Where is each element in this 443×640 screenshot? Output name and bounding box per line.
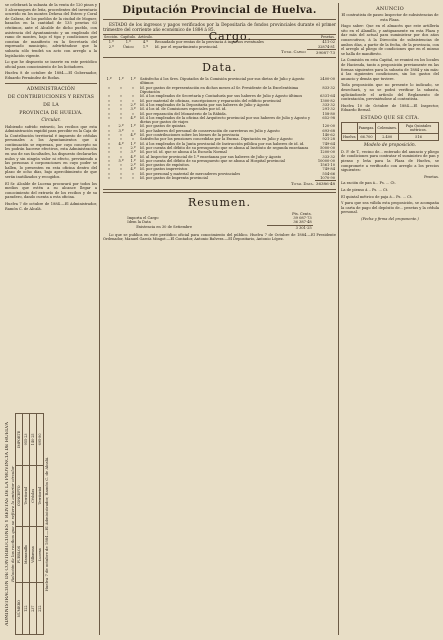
cargo-table [103, 30, 336, 55]
resumen-header: Pts. Cents. [292, 211, 312, 216]
anuncio-signature: Huelva 10 de Octubre de 1884.—El Inspector, Eduardo Bernal. [341, 103, 439, 113]
resumen-table [126, 212, 312, 230]
signature-administrator: Huelva 7 de octubre de 1884.—El Administrador, Ramón C. de Alcalá. [5, 202, 97, 211]
divider [5, 83, 97, 84]
anuncio-text-2: La Comisión en esta Capital, se reunirá en los locales de Hacienda, tanto a proposición previamente en las formas siguientes para la subasta de 1884 y sin más: á las siguientes condiciones, sin los gastos del anuncio y demás que tuviere. [341, 58, 439, 81]
anuncio-title: ANUNCIO [376, 6, 404, 12]
anuncio-text: Hago saber: Que en el almacén que este artillería sito en el Alamillo, y antiguamente en esta Plaza y dar más del actual para suministrar por dos años consecutivos, á la Dirección de subsistencias de ambos días, a partir de la fecha, de la provincia, con el arreglo al pliego de condiciones que en el mismo se halla de manifiesto. [341, 24, 439, 56]
column-rule-left [99, 3, 100, 635]
intro-paragraph-2: Lo que he dispuesto se inserte en este periódico oficial para conocimiento de los licitadores. [5, 60, 97, 69]
page-title: Diputación Provincial de Huelva. [122, 5, 317, 16]
table-row: 1.º 1.º 1.º Satisfecho á los Sres. Diputados de la Comisión provincial por sus dietas de Julio y Agosto últimos 2400·00 [106, 77, 335, 86]
admin-province: PROVINCIA DE HUELVA. [19, 110, 83, 116]
anuncio-intro: El contratista de paseo Inspector de subsistencias de esta Plaza. [341, 13, 439, 22]
cargo-total-value: 39087·73 [307, 49, 336, 55]
col-header-article: Artículo. [138, 35, 153, 39]
footer-text: Lo que se publica en este periódico oficial para conocimiento del público. Huelva 7 de Octubre de 1884.—El Presidente Ordenador, Manuel García Mingot.—El Contador, Antonio Balvera.—El Depositario, Antonio López. [103, 232, 336, 242]
admin-title: ADMINISTRACIÓN [26, 86, 76, 92]
left-column [5, 3, 97, 637]
table-row: » » 4.º Id. al Inspector provincial de 1.ª enseñanza por sus haberes de Julio y Agosto 333·32 [107, 154, 335, 159]
table-row: » » 2.º Id. por gastos de expósitos. 1561·10 [107, 163, 335, 168]
table-row: » » » Id. por reparación del Monasterio de la Rábida. 158·80 [107, 111, 335, 116]
data-total-value: 36386·48 [315, 181, 335, 187]
table-row: » » 3.º Id. á los id. de Comisiones especiales por id. id. 291·32 [107, 107, 335, 112]
admin-subtitle: DE CONTRIBUCIONES Y RENTAS [7, 94, 95, 100]
table-row: » 2.º 1.º Id. por gastos de quintas. 120·00 [107, 124, 335, 129]
column-rule-right [338, 3, 339, 635]
closing-text: Y para que sea válida esta proposición, se acompaña la carta de pago del depósito de... pesetas y la cédula personal. [341, 201, 439, 215]
table-row: 1.º 1.º 4.º Recaudado por rentas de la provincia á ingresos eventuales 411·02 [108, 40, 335, 45]
table-row: » » » Id. por gastos de representación en dichos meses al Sr. Presidente de la Excelentísima Diputación 833·32 [107, 85, 335, 95]
table-row: » » » Id. por personal y material de mercaderes provinciales 554·66 [107, 171, 335, 176]
cargo-total-label: Total Cargo [281, 49, 306, 55]
table-row: 122 Manzanilla Territorial 955·23 [23, 414, 30, 635]
intro-paragraph: se celebrará la subasta de la venta de 120 pinos y 5 alcornoques de leña, procedentes del inventario ocurrido en los montes Dehesa del Estero y Coral de Cabras, de los pueblos de la ciudad de Moguer, basados en la cantidad de 135 pesetas 63 céntimos, ante el Alcalde de dicho pueblo, con asistencia del Ayuntamiento y un empleado del ramo de montes, bajo el tipo y condiciones que constan de manifiesto en la Secretaría del expresado municipio, advirtiéndose que la subasta sólo tendrá un acto con arreglo a la legislación vigente. [5, 3, 97, 58]
table-row: 2.º Único 1.º Id. por el repartimiento provincial. 32874·81 [108, 44, 335, 49]
rot-header-amount: IMPORTE [16, 414, 23, 466]
existencia-value: 3 301·25 [295, 225, 312, 230]
circular-text: Habiendo sufrido extravío, los recibos que esta Administración expidió para percibir en la Caja de la Contribución territorial é impuesto de cédulas personales a los Ayuntamientos que á continuación se expresan, por cuyo concepto no les podrán hacerse efectivos, esta Administración en uso de sus facultades, ha dispuesto declararlos nulos y sin ningún valor ni efecto, previniendo a las personas ó corporaciones en cuyo poder se hallen, lo presenten en esta oficina dentro del plazo de ocho días, bajo apercibimiento de que serán inutilizados y recogidos. [5, 124, 97, 180]
divider [103, 57, 336, 58]
table-row: » » 4.º Id. por contribuciones sobre los bienes de la provincia 140·62 [107, 133, 335, 138]
table-row: 222 Lucena Territorial 695·80 [37, 414, 44, 635]
existencia-label: Existencia en 30 de Setiembre [136, 225, 193, 229]
rotated-table [15, 413, 44, 635]
anuncio-text-3: Toda proposición que no presente lo indicado, se desechará, y no se podrá verificar la subasta, aplicándosele el artículo del Reglamento de contratación, previniéndose al contratista. [341, 83, 439, 102]
divider [103, 19, 336, 20]
cargo-total-row [103, 49, 336, 55]
estado-table: Fanegas. Celemines. Paja Quintales métricos. Huelva 66.700 2.400 516 [341, 122, 439, 141]
rotated-subtitle: Relación de los recibos que se refiere la anterior circular [10, 466, 16, 582]
table-row: » » » Id. por material de oficinas, suscripciones y reparación del edificio provincial 1300·82 [107, 98, 335, 103]
rotated-note: Huelva 7 de octubre de 1884.—El Administrador, Ramón C. de Alcalá. [44, 456, 50, 592]
right-column [341, 3, 439, 637]
table-row: » » 3.º Id. por id. id. que se abona á la Escuela Normal 1200·00 [107, 150, 335, 155]
list-item: El quintal métrico de paja á... Ps. ... Ct. [341, 194, 413, 199]
closing-sign: (Fecha y firma del proponente.) [361, 217, 419, 221]
col-header-pesetas: Pesetas. [307, 35, 336, 40]
middle-column [103, 3, 336, 637]
table-row: Importa el Cargo 39 087·73 [127, 215, 312, 220]
list-item: La ración de pan á... Ps. ... Ct. [341, 181, 396, 186]
data-table [103, 77, 336, 186]
signature-governor: Huelva 8 de octubre de 1884.—El Gobernador, Eduardo Fernández de Rodas. [5, 71, 97, 80]
table-row: » » » Id. á los empleados de Secretaría y Contaduría por sus haberes de Julio y Agosto últimos 6331·64 [107, 94, 335, 99]
table-row: » 3.º » Id. por haberes del personal de conservación de carreteras en Julio y Agosto 693·68 [107, 128, 335, 133]
admin-de: DE LA [43, 102, 59, 108]
rot-header-town: PUEBLOS [16, 526, 23, 582]
table-row: » » 2.º Id. por cuenta del débito de su presupuesto que se abona al Instituto de segunda enseñanza 5000·00 [107, 145, 335, 150]
col-header-section: Sección. [104, 35, 119, 39]
list-item: La de pienso á... Ps. ... Ct. [341, 188, 389, 193]
rotated-relation [5, 413, 97, 635]
circular-text-2: El Sr. Alcalde de Lucena procurará por todos los medios que estén a su alcance llegar a conocimiento del extravío de los recibos y de su paradero, dando cuenta a esta oficina. [5, 181, 97, 200]
cargo-title: Cargo. [208, 30, 252, 43]
col-header-chapter: Capítulo. [120, 35, 137, 39]
modelo-title: Modelo de proposición. [363, 142, 417, 148]
table-row: » » 4.º Id. por gastos imprevistos 749·84 [107, 167, 335, 172]
data-title: Data. [202, 61, 237, 75]
table-row: » » 4.º Id. á los empleados de la oficina del Arquitecto provincial por sus haberes de Julio y Agosto y dietas por gastos de viajes 652·98 [107, 115, 335, 125]
resumen-title: Resumen. [187, 195, 252, 209]
table-row: 237 Villarrasa Cédulas 140·25 [30, 414, 37, 635]
table-row: » » » Id. por gastos de Imprenta provincial 1070·90 [107, 176, 335, 181]
table-row: » » » Satisfecho por los pensiones concedidas por la Excma. Diputación en Julio y Agosto 921·28 [107, 137, 335, 142]
table-row: » » 2.º Id. á los empleados de la Depositaría por sus haberes de Julio y Agosto 333·32 [107, 102, 335, 107]
circular-heading: Circular. [41, 117, 61, 123]
table-row: » 4.º 1.º Id. á los empleados de la Junta provincial de Instrucción pública por sus haberes de id. id. 749·64 [107, 141, 335, 146]
table-row: Idem la Data 36 387·48 [127, 220, 312, 225]
rot-header-number: NÚMERO [16, 583, 23, 635]
data-total-row [103, 181, 336, 187]
table-row: Huelva 66.700 2.400 516 [342, 133, 439, 140]
existencia-row [126, 225, 312, 230]
modelo-text: D. F. de T., vecino de... enterado del anuncio y pliego de condiciones para contratar el suministro de pan y pienso y leña para la Plaza de Huelva, se compromete a verificarlo con arreglo a los precios siguientes: [341, 149, 439, 173]
statement-text: ESTADO de los ingresos y pagos verificados por la Depositaría de fondos provinciales durante el primer trimestre del corriente año económico de 1884 á 85. [103, 22, 336, 32]
precio-label: Pesetas. [424, 174, 439, 179]
table-row: » 5.º 1.º Id. por cuenta del débito de su presupuesto que se abona al Hospital provincial 10000·00 [107, 158, 335, 163]
divider [103, 189, 336, 193]
estado-title: ESTADO QUE SE CITA. [360, 115, 420, 121]
rotated-title: ADMINISTRACIÓN DE CONTRIBUCIONES Y RENTAS DE LA PROVINCIA DE HUELVA [5, 422, 10, 626]
rot-header-concept: CONCEPTO [16, 465, 23, 526]
data-total-label: Total Data. [291, 180, 314, 186]
